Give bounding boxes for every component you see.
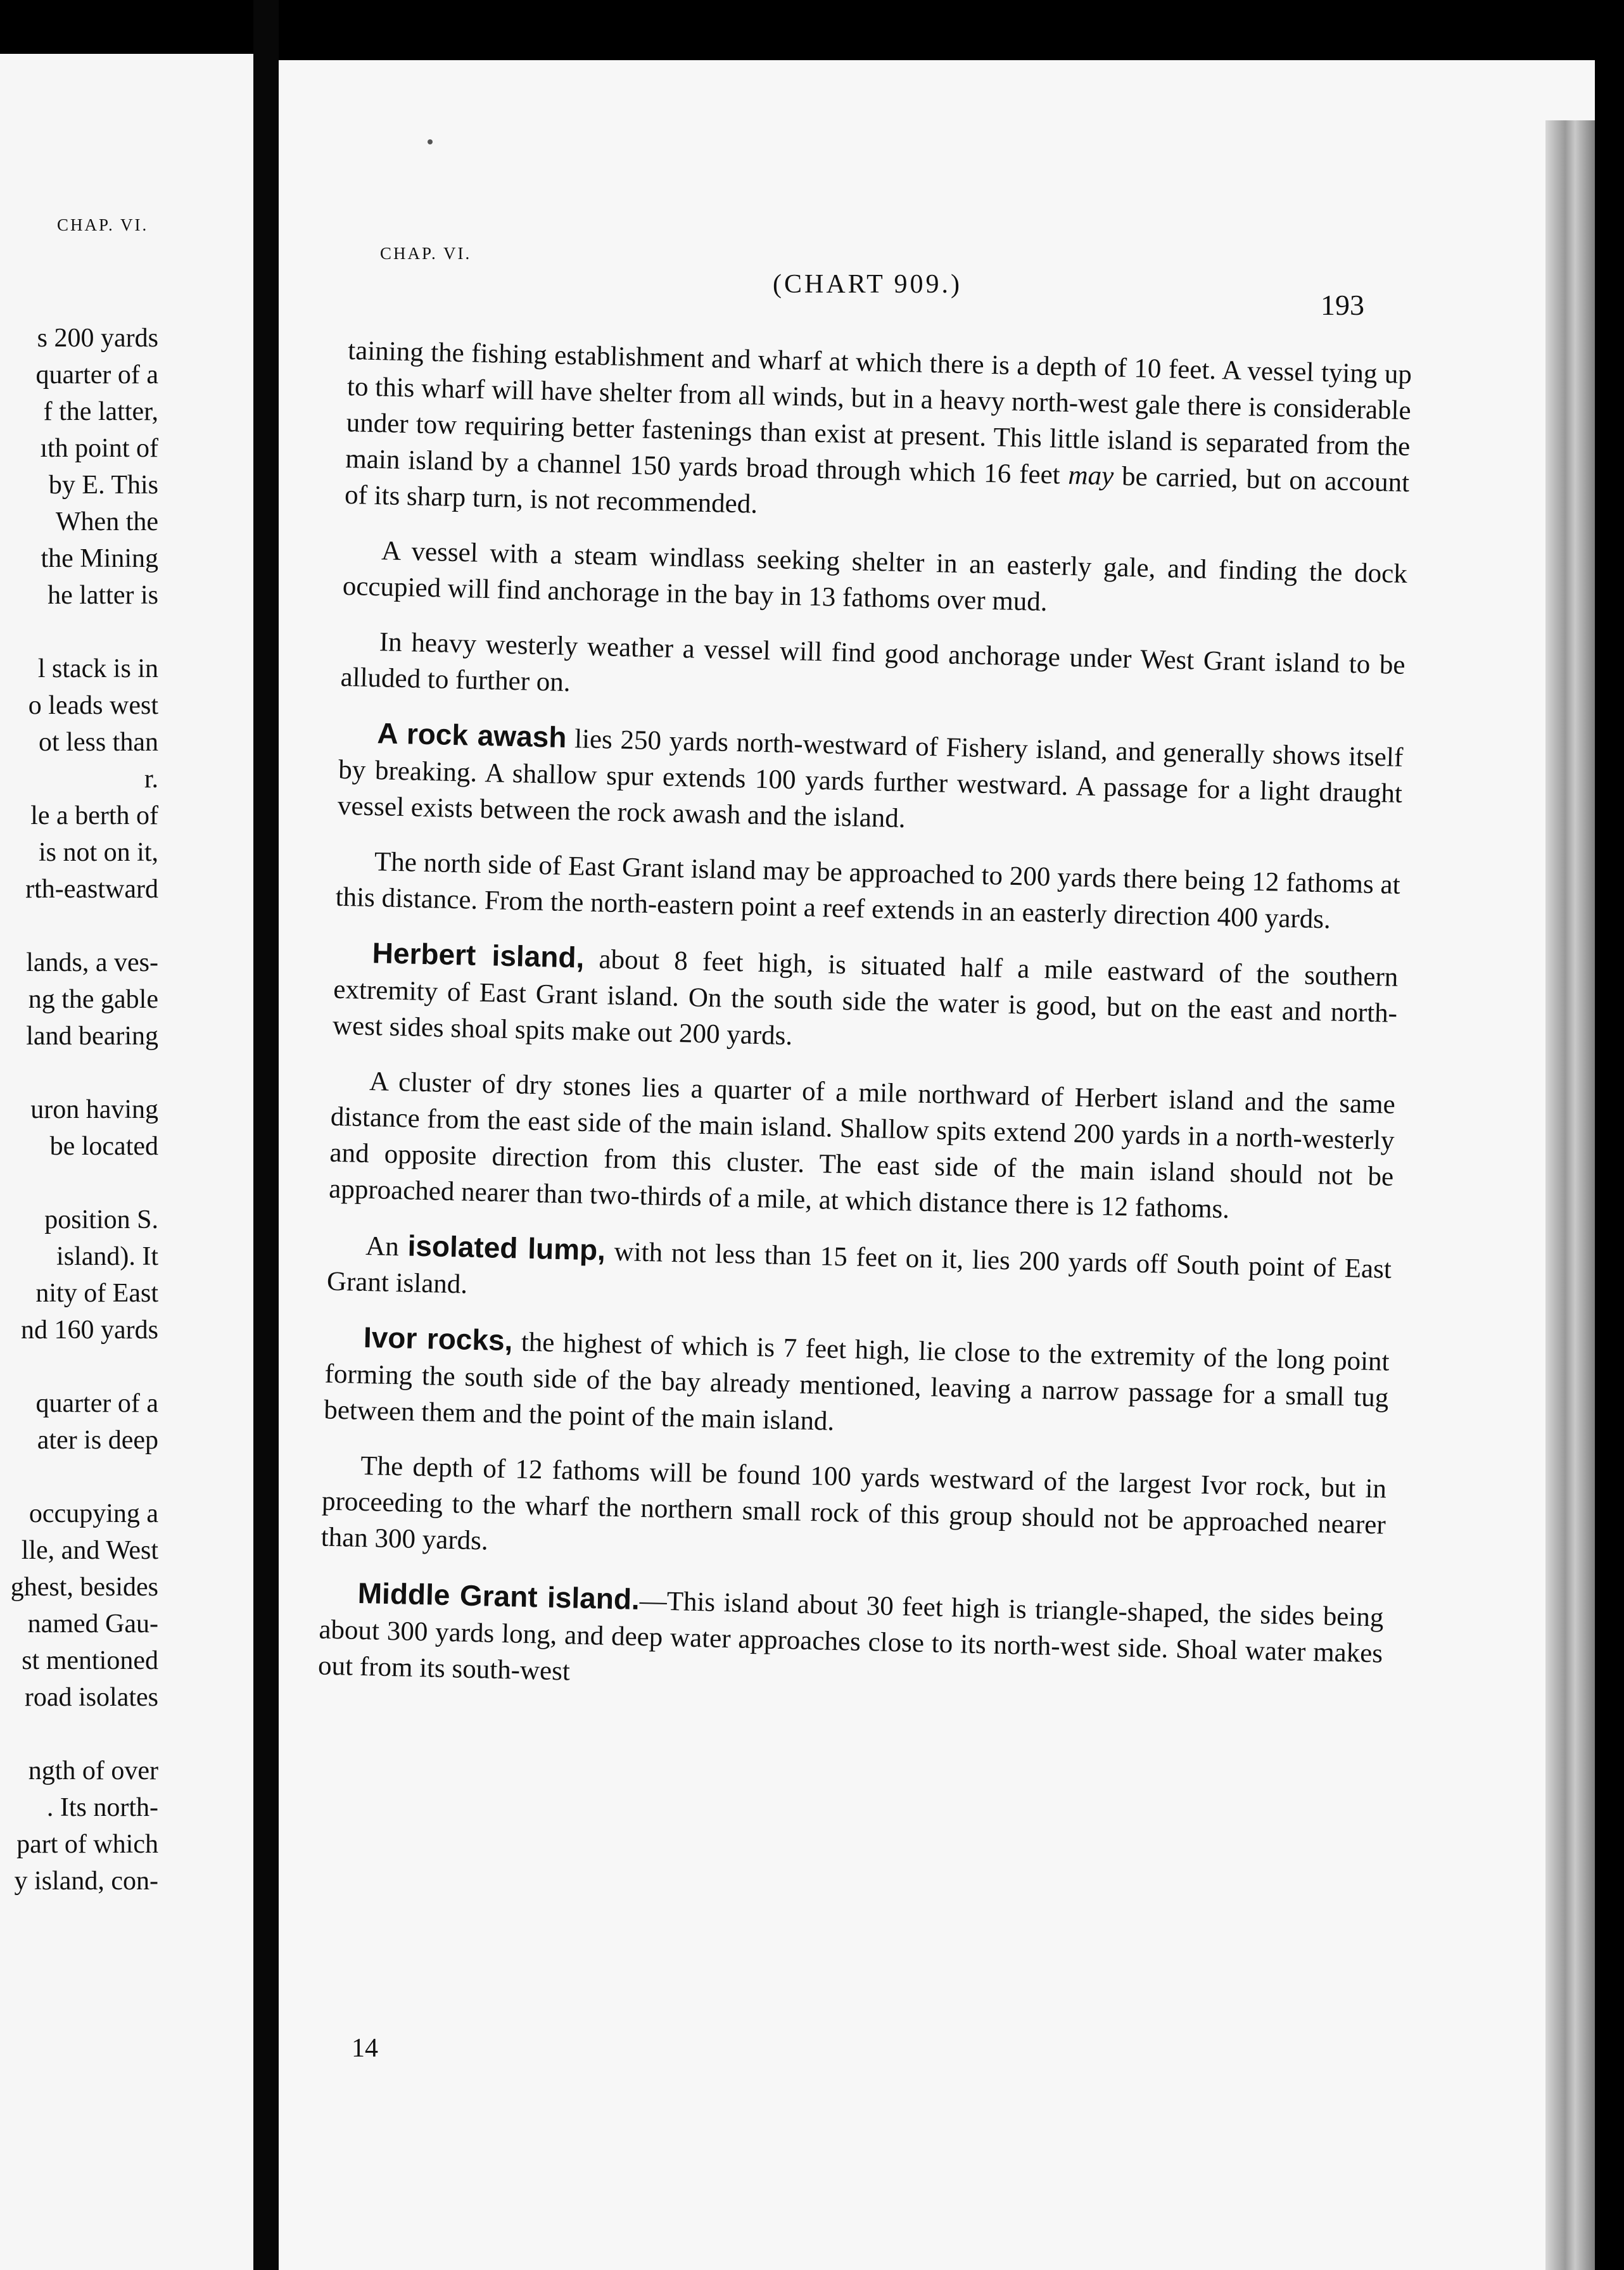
print-speck (428, 139, 433, 144)
left-page-line: occupying a (29, 1499, 158, 1528)
left-page-line: land bearing (26, 1022, 158, 1051)
left-page-line (0, 614, 158, 650)
book-gutter (253, 0, 279, 2270)
left-page-line: ng the gable (28, 985, 158, 1014)
paragraph-lead: A rock awash (377, 716, 568, 754)
left-page-line (0, 1348, 158, 1385)
paragraph: An isolated lump, with not less than 15 feet on it, lies 200 yards off South point of East Grant island. (326, 1229, 1392, 1300)
paragraph: A rock awash lies 250 yards north-westward of Fishery island, and generally shows itself by breaking. A shallow spur extends 100 yards further westward. A passage for a light draught vessel exists between the rock awash and the island. (337, 716, 1404, 834)
chart-reference: (CHART 909.) (773, 270, 963, 299)
page-number: 193 (1321, 289, 1364, 321)
chapter-header: CHAP. VI. (380, 244, 472, 263)
left-page-line: quarter of a (35, 360, 158, 390)
left-page-line (0, 1165, 158, 1202)
paragraph: Ivor rocks, the highest of which is 7 feet high, lie close to the extremity of the long point forming the south side of the bay already mentioned, leaving a narrow passage for a small tug between them and the point of the main island. (323, 1320, 1390, 1436)
left-page-line: s 200 yards (37, 324, 158, 353)
left-page-line: r. (144, 764, 158, 794)
left-page-line: position S. (44, 1205, 158, 1234)
left-page-line: lands, a ves- (26, 948, 158, 977)
left-page-line (0, 908, 158, 944)
right-page (279, 60, 1595, 2270)
left-page-line: part of which (16, 1830, 158, 1859)
paragraph: The north side of East Grant island may be approached to 200 yards there being 12 fathoms at this distance. From the north-eastern point a reef extends in an easterly direction 400 yards. (335, 847, 1401, 935)
page-body (317, 333, 1412, 1727)
left-page-line: by E. This (48, 471, 158, 500)
left-page (0, 54, 253, 2270)
left-page-text (0, 320, 158, 1899)
paragraph: In heavy westerly weather a vessel will find good anchorage under West Grant island to be alluded to further on. (340, 627, 1406, 698)
left-page-line: y island, con- (14, 1867, 158, 1896)
left-page-line: quarter of a (35, 1389, 158, 1418)
left-page-line: lle, and West (21, 1536, 158, 1565)
paragraph: A vessel with a steam windlass seeking shelter in an easterly gale, and finding the dock occupied will find anchorage in the bay in 13 fathoms over mud. (342, 536, 1408, 618)
left-page-line (0, 1716, 158, 1753)
left-page-line: uron having (30, 1095, 158, 1124)
paragraph: taining the fishing establishment and wharf at which there is a depth of 10 feet. A vessel tying up to this wharf will have shelter from all winds, but in a heavy north-west gale there is considerable under tow requiring better fastenings than exist at present. This little island is separated from the main island by a channel 150 yards broad through which 16 feet may be carried, but on account of its sharp turn, is not recommended. (344, 335, 1412, 519)
left-page-line: be located (49, 1132, 158, 1161)
paragraph-lead: Middle Grant island. (357, 1576, 640, 1616)
page-edge-stack (1545, 120, 1595, 2270)
left-page-line (0, 1055, 158, 1091)
left-page-line: nity of East (35, 1279, 158, 1308)
paragraph-lead: Herbert island, (372, 936, 585, 974)
paragraph: Herbert island, about 8 feet high, is situated half a mile eastward of the southern extremity of East Grant island. On the south side the water is good, but on the east and north-west sides shoal spits make out 200 yards. (332, 936, 1399, 1051)
paragraph-lead: isolated lump, (407, 1229, 606, 1267)
left-page-line: le a berth of (30, 801, 158, 830)
left-page-line: nd 160 yards (21, 1316, 158, 1345)
italic-word: may (1068, 460, 1114, 491)
left-page-line: . Its north- (46, 1793, 158, 1822)
left-page-line: st mentioned (22, 1646, 158, 1675)
left-page-line (0, 1459, 158, 1495)
left-page-line: is not on it, (38, 838, 158, 867)
left-page-line: ıth point of (40, 434, 158, 463)
left-page-line: rth-eastward (25, 875, 158, 904)
paragraph: The depth of 12 fathoms will be found 100 yards westward of the largest Ivor rock, but in proceeding to the wharf the northern small rock of this group should not be approached nearer than 300 yards. (320, 1450, 1387, 1556)
left-page-line: he latter is (48, 581, 158, 610)
left-page-line: island). It (56, 1242, 158, 1271)
left-page-line: When the (55, 507, 158, 536)
left-page-line: f the latter, (43, 397, 158, 426)
left-page-line: l stack is in (37, 654, 158, 683)
left-page-line: ot less than (39, 728, 158, 757)
left-page-header: CHAP. VI. (57, 215, 149, 234)
signature-mark: 14 (352, 2034, 378, 2063)
left-page-line: ghest, besides (10, 1573, 158, 1602)
paragraph: A cluster of dry stones lies a quarter of a mile northward of Herbert island and the same distance from the east side of the main island. Shallow spits extend 200 yards in a north-westerly and opposite direction from this cluster. The east side of the main island should not be approached nearer than two-thirds of a mile, at which distance there is 12 fathoms. (328, 1067, 1396, 1224)
paragraph-lead: Ivor rocks, (363, 1320, 514, 1357)
left-page-line: road isolates (24, 1683, 158, 1712)
left-page-line: o leads west (28, 691, 158, 720)
left-page-line: named Gau- (27, 1609, 158, 1639)
left-page-line: the Mining (41, 544, 158, 573)
left-page-line: ngth of over (28, 1756, 158, 1785)
paragraph: Middle Grant island.—This island about 30 feet high is triangle-shaped, the sides being about 300 yards long, and deep water approaches close to its north-west side. Shoal water makes out from its south-west (317, 1576, 1384, 1687)
left-page-line: ater is deep (37, 1426, 158, 1455)
